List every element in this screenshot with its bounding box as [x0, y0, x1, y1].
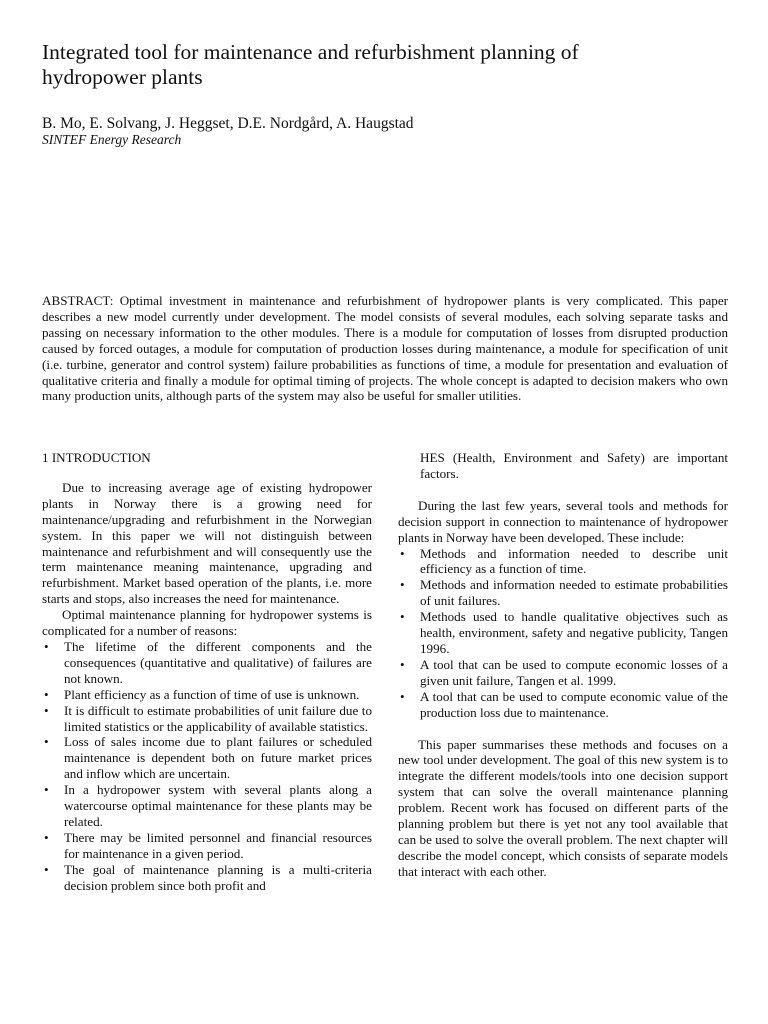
list-item: • The lifetime of the different components and the consequences (quantitative and qualitative) of failures are not known.	[42, 639, 372, 687]
list-item: • Methods and information needed to estimate probabilities of unit failures.	[398, 577, 728, 609]
paper-authors: B. Mo, E. Solvang, J. Heggset, D.E. Nordgård, A. Haugstad	[42, 115, 414, 132]
right-column	[398, 450, 728, 880]
list-item-continuation: HES (Health, Environment and Safety) are important factors.	[420, 450, 728, 481]
list-item: • A tool that can be used to compute economic value of the production loss due to maintenance.	[398, 689, 728, 721]
list-item: • The goal of maintenance planning is a multi-criteria decision problem since both profit and	[42, 862, 372, 894]
list-item: • There may be limited personnel and financial resources for maintenance in a given period.	[42, 830, 372, 862]
list-item: • Methods and information needed to describe unit efficiency as a function of time.	[398, 546, 728, 578]
list-item: • Methods used to handle qualitative objectives such as health, environment, safety and negative publicity, Tangen 1996.	[398, 609, 728, 657]
left-column	[42, 450, 372, 893]
paper-affiliation: SINTEF Energy Research	[42, 132, 182, 147]
tools-list	[398, 546, 728, 721]
list-item: • In a hydropower system with several plants along a watercourse optimal maintenance for these plants may be related.	[42, 782, 372, 830]
intro-paragraph-1: Due to increasing average age of existing hydropower plants in Norway there is a growing need for maintenance/upgrading and refurbishment in the Norwegian system. In this paper we will not distinguish between maintenance and refurbishment and will consequently use the term maintenance meaning maintenance, upgrading and refurbishment. Market based operation of the plants, i.e. more starts and stops, also increases the need for maintenance.	[42, 479, 372, 607]
abstract: ABSTRACT: Optimal investment in maintenance and refurbishment of hydropower plants is very complicated. This paper describes a new model currently under development. The model consists of several modules, each solving separate tasks and passing on necessary information to the other modules. There is a module for computation of losses from disrupted production caused by forced outages, a module for computation of production losses during maintenance, a module for specification of unit (i.e. turbine, generator and control system) failure probabilities as functions of time, a module for presentation and evaluation of qualitative criteria and finally a module for optimal timing of projects. The whole concept is adapted to decision makers who own many production units, although parts of the system may also be useful for smaller utilities.	[42, 293, 728, 404]
list-item: • Plant efficiency as a function of time of use is unknown.	[42, 687, 372, 703]
paper-title: Integrated tool for maintenance and refurbishment planning of hydropower plants	[42, 40, 579, 89]
intro-paragraph-2: Optimal maintenance planning for hydropower systems is complicated for a number of reasons:	[42, 607, 372, 639]
reasons-list	[42, 639, 372, 894]
list-item: • A tool that can be used to compute economic losses of a given unit failure, Tangen et al. 1999.	[398, 657, 728, 689]
list-item: • It is difficult to estimate probabilities of unit failure due to limited statistics or the applicability of available statistics.	[42, 703, 372, 735]
intro-paragraph-4: This paper summarises these methods and focuses on a new tool under development. The goal of this new system is to integrate the different models/tools into one decision support system that can solve the overall maintenance planning problem. Recent work has focused on different parts of the planning problem but there is yet not any tool available that can be used to solve the overall problem. The next chapter will describe the model concept, which consists of separate models that interact with each other.	[398, 736, 728, 879]
intro-paragraph-3: During the last few years, several tools and methods for decision support in connection to maintenance of hydropower plants in Norway have been developed. These include:	[398, 497, 728, 545]
list-item: • Loss of sales income due to plant failures or scheduled maintenance is dependent both on future market prices and inflow which are uncertain.	[42, 734, 372, 782]
section-heading-introduction: 1 INTRODUCTION	[42, 450, 151, 465]
continuation-list	[398, 450, 728, 482]
